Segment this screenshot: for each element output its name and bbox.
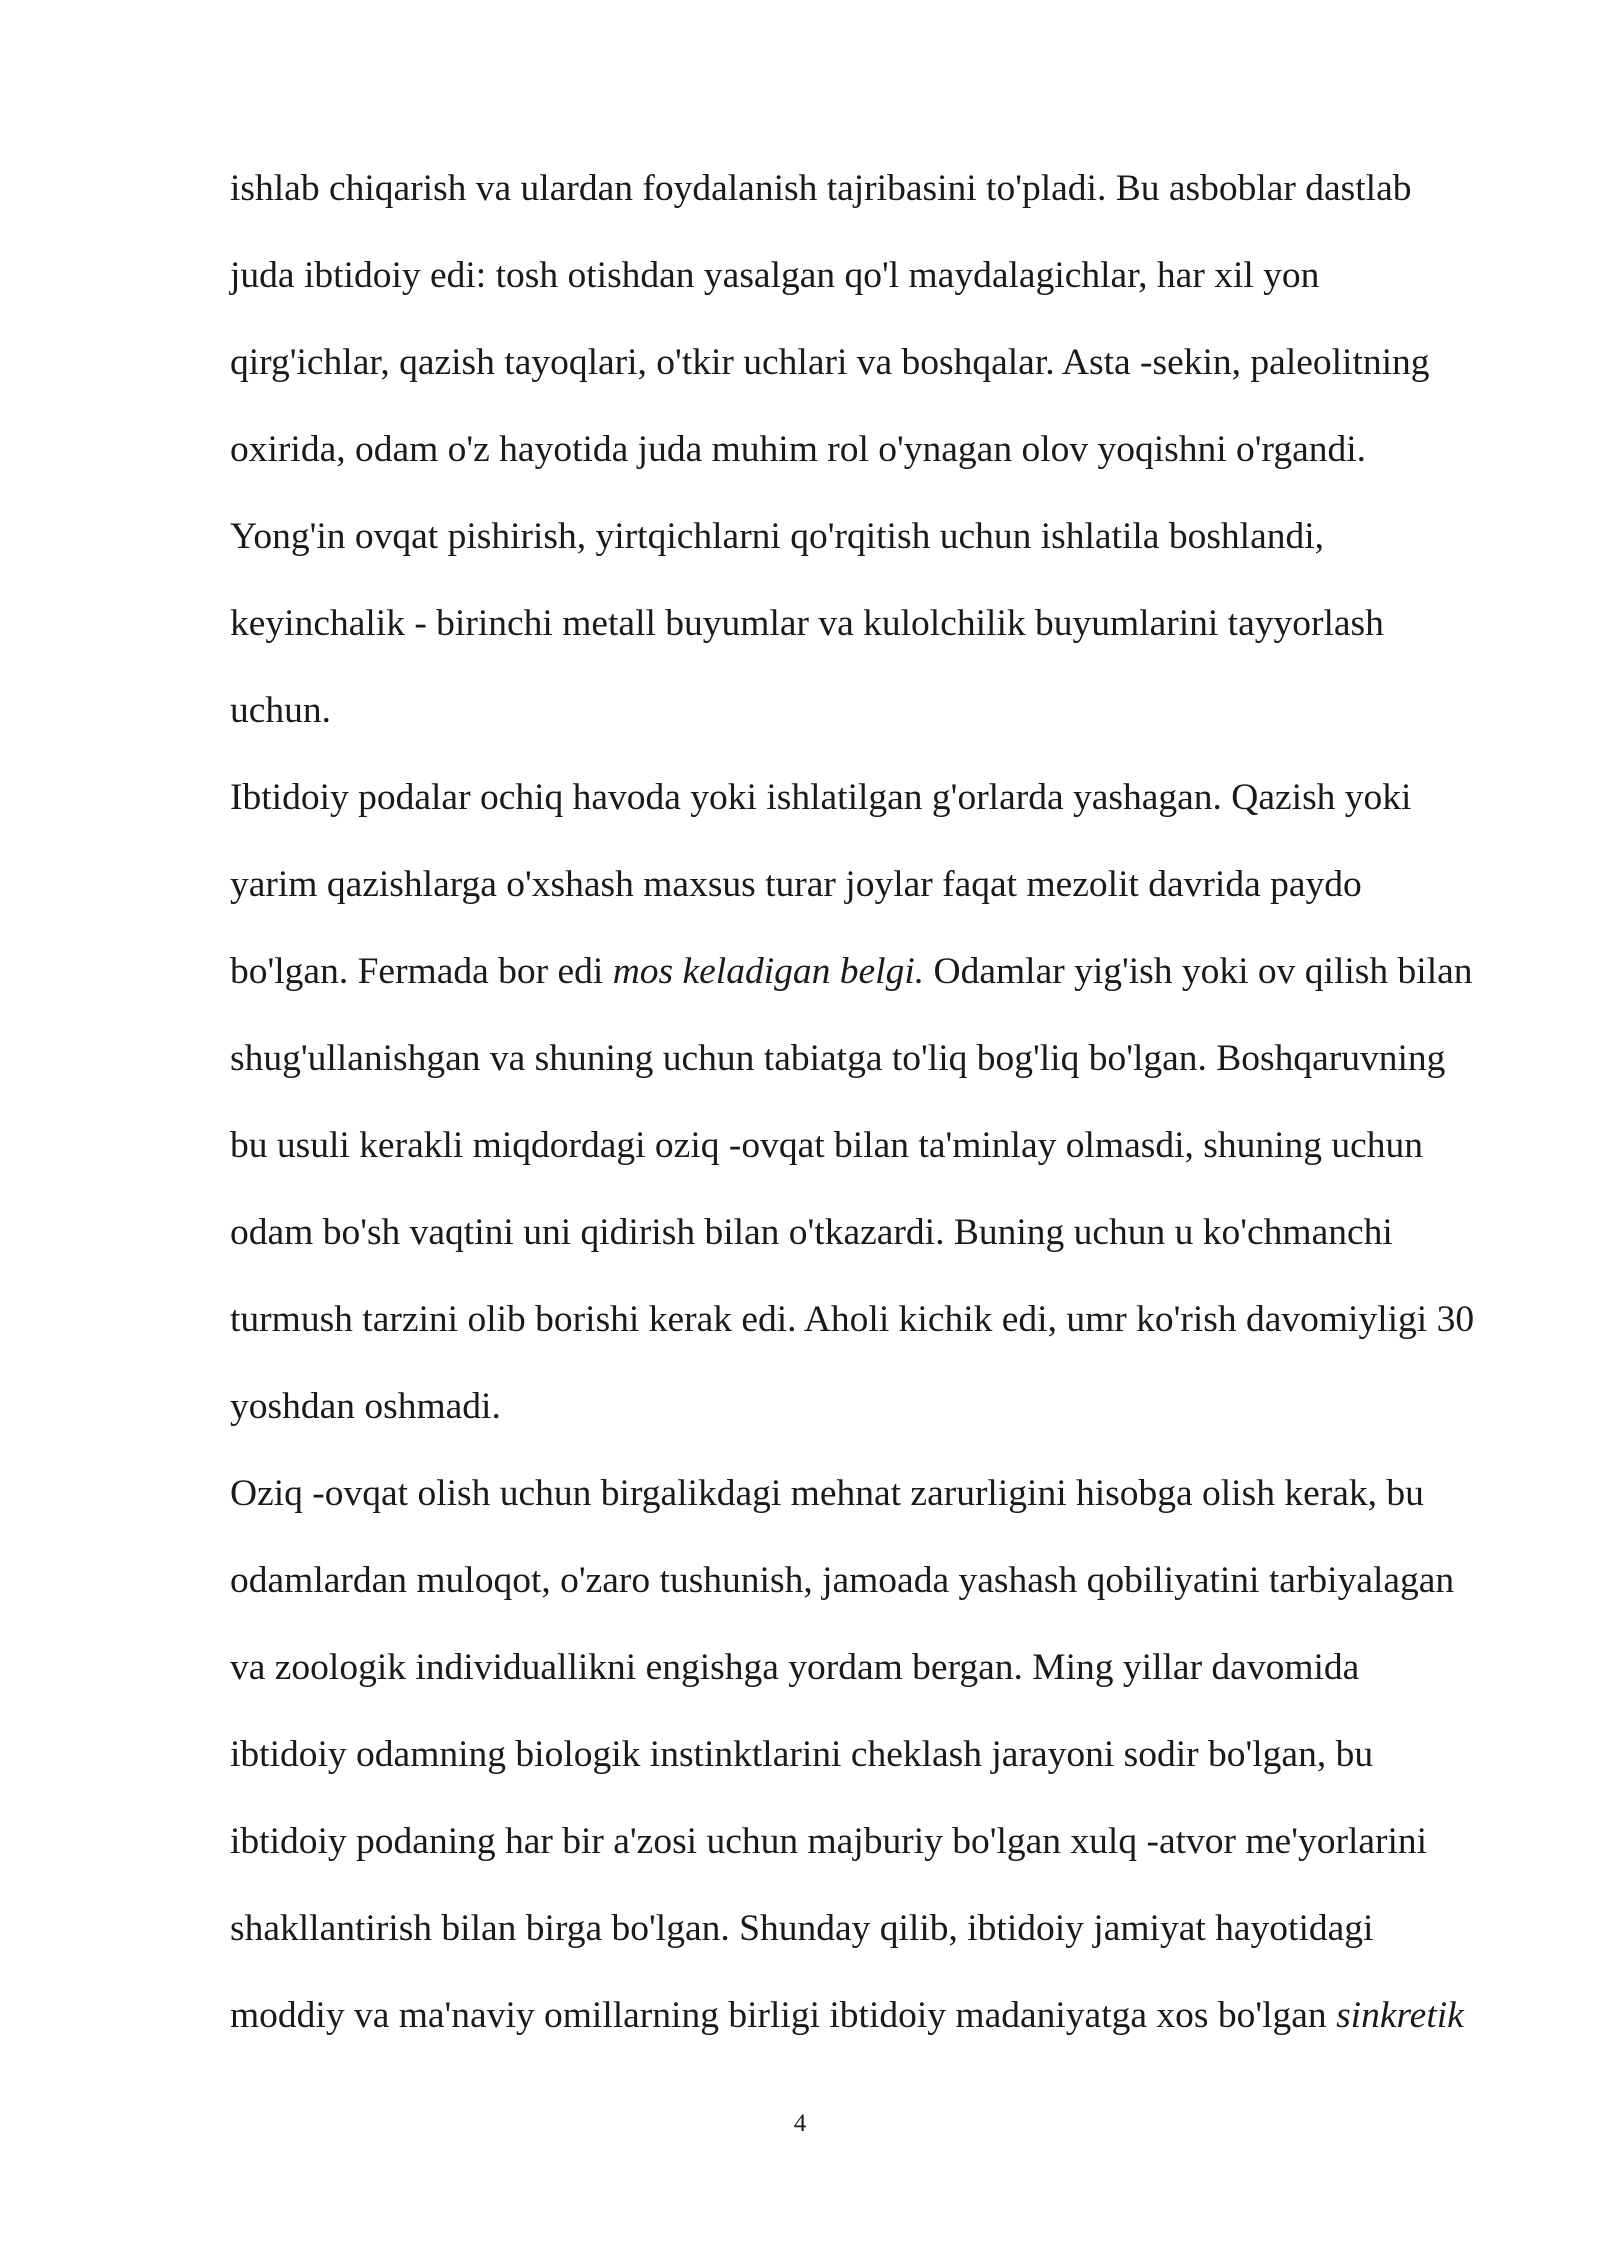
text-line xyxy=(230,1102,1500,1189)
text-segment: yarim qazishlarga o'xshash maxsus turar joylar faqat mezolit davrida paydo xyxy=(230,864,1362,905)
text-segment: Yong'in ovqat pishirish, yirtqichlarni qo'rqitish uchun ishlatila boshlandi, xyxy=(230,516,1325,557)
text-segment: bu usuli kerakli miqdordagi oziq -ovqat bilan ta'minlay olmasdi, shuning uchun xyxy=(230,1125,1424,1166)
text-line xyxy=(230,1885,1500,1972)
text-segment: Ibtidoiy podalar ochiq havoda yoki ishlatilgan g'orlarda yashagan. Qazish yoki xyxy=(230,777,1412,818)
text-segment: keyinchalik - birinchi metall buyumlar va kulolchilik buyumlarini tayyorlash xyxy=(230,603,1384,644)
text-line xyxy=(230,1450,1500,1537)
text-segment: yoshdan oshmadi. xyxy=(230,1386,501,1427)
text-segment: ibtidoiy podaning har bir a'zosi uchun majburiy bo'lgan xulq -atvor me'yorlarini xyxy=(230,1821,1428,1862)
text-line xyxy=(230,1363,1500,1450)
text-line xyxy=(230,1276,1500,1363)
text-line xyxy=(230,1798,1500,1885)
text-line xyxy=(230,1624,1500,1711)
text-line xyxy=(230,928,1500,1015)
text-line xyxy=(230,1537,1500,1624)
text-segment: Oziq -ovqat olish uchun birgalikdagi mehnat zarurligini hisobga olish kerak, bu xyxy=(230,1473,1424,1514)
paragraph xyxy=(230,145,1500,754)
text-line xyxy=(230,232,1500,319)
text-segment: ishlab chiqarish va ulardan foydalanish tajribasini to'pladi. Bu asboblar dastlab xyxy=(230,168,1412,209)
document-body xyxy=(230,145,1500,2059)
text-line xyxy=(230,406,1500,493)
text-line xyxy=(230,493,1500,580)
text-segment: odam bo'sh vaqtini uni qidirish bilan o'tkazardi. Buning uchun u ko'chmanchi xyxy=(230,1212,1393,1253)
text-segment: shakllantirish bilan birga bo'lgan. Shunday qilib, ibtidoiy jamiyat hayotidagi xyxy=(230,1908,1374,1949)
text-line xyxy=(230,580,1500,667)
text-segment: juda ibtidoiy edi: tosh otishdan yasalgan qo'l maydalagichlar, har xil yon xyxy=(230,255,1320,296)
text-segment: bo'lgan. Fermada bor edi xyxy=(230,951,613,992)
text-segment: oxirida, odam o'z hayotida juda muhim rol o'ynagan olov yoqishni o'rgandi. xyxy=(230,429,1367,470)
paragraph xyxy=(230,1450,1500,2059)
text-line xyxy=(230,145,1500,232)
text-line xyxy=(230,1972,1500,2059)
text-segment: qirg'ichlar, qazish tayoqlari, o'tkir uchlari va boshqalar. Asta -sekin, paleolitning xyxy=(230,342,1430,383)
page-number: 4 xyxy=(793,2110,807,2137)
italic-text-segment: mos keladigan belgi. xyxy=(612,951,925,992)
text-line xyxy=(230,1711,1500,1798)
text-segment: shug'ullanishgan va shuning uchun tabiatga to'liq bog'liq bo'lgan. Boshqaruvning xyxy=(230,1038,1446,1079)
text-line xyxy=(230,754,1500,841)
italic-text-segment: sinkretik xyxy=(1336,1995,1464,2036)
text-line xyxy=(230,841,1500,928)
text-segment: va zoologik individuallikni engishga yordam bergan. Ming yillar davomida xyxy=(230,1647,1360,1688)
text-line xyxy=(230,319,1500,406)
paragraph xyxy=(230,754,1500,1450)
text-segment: moddiy va ma'naviy omillarning birligi ibtidoiy madaniyatga xos bo'lgan xyxy=(230,1995,1337,2036)
text-segment: ibtidoiy odamning biologik instinktlarini cheklash jarayoni sodir bo'lgan, bu xyxy=(230,1734,1374,1775)
text-line xyxy=(230,1015,1500,1102)
text-segment: turmush tarzini olib borishi kerak edi. Aholi kichik edi, umr ko'rish davomiyligi 30 xyxy=(230,1299,1475,1340)
text-segment: uchun. xyxy=(230,690,332,731)
text-segment: Odamlar yig'ish yoki ov qilish bilan xyxy=(924,951,1473,992)
text-line xyxy=(230,667,1500,754)
text-segment: odamlardan muloqot, o'zaro tushunish, jamoada yashash qobiliyatini tarbiyalagan xyxy=(230,1560,1455,1601)
text-line xyxy=(230,1189,1500,1276)
